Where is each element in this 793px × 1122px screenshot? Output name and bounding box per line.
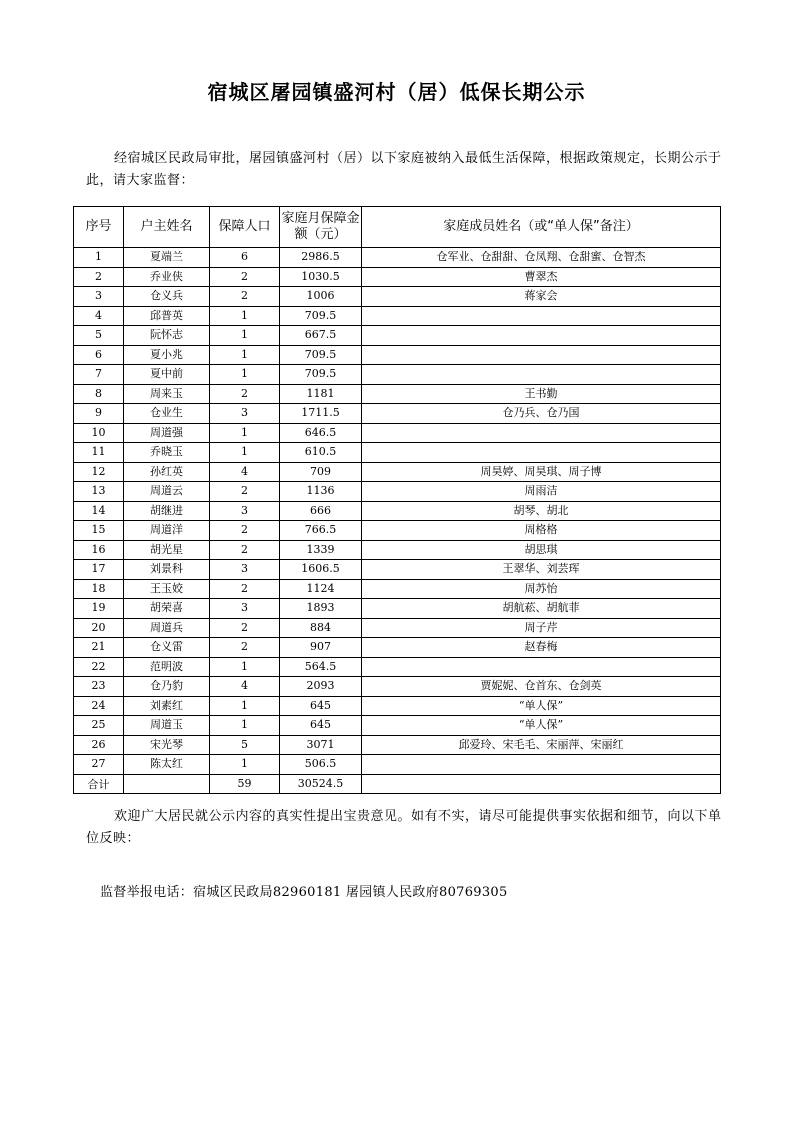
cell-population: 2 [210, 384, 280, 404]
table-row [74, 560, 721, 580]
cell-members: 胡琴、胡北 [362, 501, 721, 521]
cell-amount: 645 [280, 716, 362, 736]
cell-amount: 1606.5 [280, 560, 362, 580]
cell-members [362, 345, 721, 365]
cell-members: 王翠华、刘芸珲 [362, 560, 721, 580]
cell-population: 2 [210, 579, 280, 599]
cell-members: 胡思琪 [362, 540, 721, 560]
table-row [74, 657, 721, 677]
total-amount: 30524.5 [280, 774, 362, 794]
cell-amount: 3071 [280, 735, 362, 755]
header-no: 序号 [74, 207, 124, 248]
cell-no: 27 [74, 755, 124, 775]
cell-population: 2 [210, 540, 280, 560]
cell-amount: 1124 [280, 579, 362, 599]
cell-no: 19 [74, 599, 124, 619]
cell-amount: 506.5 [280, 755, 362, 775]
cell-name: 周道玉 [124, 716, 210, 736]
table-row [74, 501, 721, 521]
cell-population: 2 [210, 287, 280, 307]
cell-no: 10 [74, 423, 124, 443]
cell-population: 5 [210, 735, 280, 755]
table-row [74, 677, 721, 697]
cell-members: 周子芹 [362, 618, 721, 638]
cell-population: 1 [210, 657, 280, 677]
cell-name: 仓义兵 [124, 287, 210, 307]
cell-population: 1 [210, 443, 280, 463]
table-row [74, 716, 721, 736]
cell-name: 范明波 [124, 657, 210, 677]
cell-members [362, 306, 721, 326]
cell-no: 9 [74, 404, 124, 424]
cell-amount: 709.5 [280, 365, 362, 385]
table-row [74, 306, 721, 326]
header-amount: 家庭月保障金额（元） [280, 207, 362, 248]
cell-name: 周道洋 [124, 521, 210, 541]
cell-no: 24 [74, 696, 124, 716]
cell-name: 阮怀志 [124, 326, 210, 346]
cell-no: 15 [74, 521, 124, 541]
cell-population: 1 [210, 716, 280, 736]
table-row [74, 638, 721, 658]
cell-no: 11 [74, 443, 124, 463]
cell-no: 25 [74, 716, 124, 736]
cell-population: 3 [210, 404, 280, 424]
cell-name: 仓业生 [124, 404, 210, 424]
cell-name: 夏端兰 [124, 248, 210, 268]
cell-population: 2 [210, 267, 280, 287]
table-row [74, 443, 721, 463]
cell-name: 胡荣喜 [124, 599, 210, 619]
cell-amount: 907 [280, 638, 362, 658]
cell-population: 1 [210, 365, 280, 385]
cell-name: 夏小兆 [124, 345, 210, 365]
cell-amount: 884 [280, 618, 362, 638]
table-row [74, 248, 721, 268]
cell-amount: 1136 [280, 482, 362, 502]
cell-population: 4 [210, 462, 280, 482]
cell-name: 胡光星 [124, 540, 210, 560]
table-row [74, 755, 721, 775]
cell-population: 1 [210, 423, 280, 443]
cell-amount: 666 [280, 501, 362, 521]
table-header-row [74, 207, 721, 248]
cell-amount: 1006 [280, 287, 362, 307]
cell-name: 孙红英 [124, 462, 210, 482]
cell-amount: 2986.5 [280, 248, 362, 268]
cell-members: 仓乃兵、仓乃国 [362, 404, 721, 424]
cell-amount: 1030.5 [280, 267, 362, 287]
cell-no: 12 [74, 462, 124, 482]
cell-members: 蒋家会 [362, 287, 721, 307]
cell-no: 23 [74, 677, 124, 697]
cell-no: 5 [74, 326, 124, 346]
cell-members: 王书勤 [362, 384, 721, 404]
cell-population: 2 [210, 521, 280, 541]
cell-population: 2 [210, 638, 280, 658]
cell-members: 贾妮妮、仓首东、仓剑英 [362, 677, 721, 697]
cell-name: 胡继进 [124, 501, 210, 521]
total-population: 59 [210, 774, 280, 794]
table-row [74, 618, 721, 638]
total-name-cell [124, 774, 210, 794]
cell-population: 3 [210, 599, 280, 619]
cell-members: 周雨洁 [362, 482, 721, 502]
cell-no: 13 [74, 482, 124, 502]
cell-name: 乔晓玉 [124, 443, 210, 463]
cell-members [362, 326, 721, 346]
table-row [74, 423, 721, 443]
cell-no: 7 [74, 365, 124, 385]
table-row [74, 599, 721, 619]
cell-members: 曹翠杰 [362, 267, 721, 287]
cell-no: 4 [74, 306, 124, 326]
cell-amount: 646.5 [280, 423, 362, 443]
cell-amount: 1711.5 [280, 404, 362, 424]
cell-name: 刘素红 [124, 696, 210, 716]
cell-name: 陈太红 [124, 755, 210, 775]
cell-amount: 1893 [280, 599, 362, 619]
cell-name: 邱普英 [124, 306, 210, 326]
cell-name: 刘景科 [124, 560, 210, 580]
cell-amount: 1181 [280, 384, 362, 404]
cell-name: 周道兵 [124, 618, 210, 638]
cell-no: 6 [74, 345, 124, 365]
total-members-cell [362, 774, 721, 794]
cell-amount: 709.5 [280, 345, 362, 365]
cell-no: 22 [74, 657, 124, 677]
cell-population: 1 [210, 345, 280, 365]
table-row [74, 287, 721, 307]
table-row [74, 540, 721, 560]
assistance-table [73, 206, 721, 794]
table-row [74, 365, 721, 385]
cell-amount: 645 [280, 696, 362, 716]
cell-population: 1 [210, 306, 280, 326]
cell-members: 仓军业、仓甜甜、仓凤翔、仓甜蜜、仓智杰 [362, 248, 721, 268]
cell-name: 仓乃豹 [124, 677, 210, 697]
cell-name: 周道云 [124, 482, 210, 502]
cell-name: 周道强 [124, 423, 210, 443]
header-name: 户主姓名 [124, 207, 210, 248]
cell-amount: 1339 [280, 540, 362, 560]
cell-members: 周格格 [362, 521, 721, 541]
cell-amount: 766.5 [280, 521, 362, 541]
cell-amount: 709 [280, 462, 362, 482]
cell-amount: 610.5 [280, 443, 362, 463]
closing-paragraph: 欢迎广大居民就公示内容的真实性提出宝贵意见。如有不实，请尽可能提供事实依据和细节，向以下单位反映： [86, 809, 722, 846]
total-label: 合计 [74, 774, 124, 794]
cell-population: 6 [210, 248, 280, 268]
table-row [74, 404, 721, 424]
cell-no: 14 [74, 501, 124, 521]
cell-name: 王玉姣 [124, 579, 210, 599]
cell-population: 2 [210, 482, 280, 502]
cell-members [362, 443, 721, 463]
cell-no: 1 [74, 248, 124, 268]
table-row [74, 462, 721, 482]
table-row [74, 267, 721, 287]
cell-population: 1 [210, 696, 280, 716]
cell-members [362, 657, 721, 677]
header-members: 家庭成员姓名（或“单人保”备注） [362, 207, 721, 248]
cell-name: 周来玉 [124, 384, 210, 404]
cell-no: 2 [74, 267, 124, 287]
cell-no: 8 [74, 384, 124, 404]
table-row [74, 384, 721, 404]
cell-members: “单人保” [362, 696, 721, 716]
cell-name: 夏中前 [124, 365, 210, 385]
cell-no: 21 [74, 638, 124, 658]
page-title: 宿城区屠园镇盛河村（居）低保长期公示 [207, 80, 586, 104]
cell-members: 周苏怡 [362, 579, 721, 599]
cell-members [362, 365, 721, 385]
cell-no: 17 [74, 560, 124, 580]
table-row [74, 735, 721, 755]
cell-amount: 709.5 [280, 306, 362, 326]
cell-members: 胡航菘、胡航菲 [362, 599, 721, 619]
cell-name: 仓义雷 [124, 638, 210, 658]
cell-no: 3 [74, 287, 124, 307]
cell-amount: 564.5 [280, 657, 362, 677]
cell-members: 邱爱玲、宋毛毛、宋丽萍、宋丽红 [362, 735, 721, 755]
cell-members [362, 423, 721, 443]
table-row [74, 521, 721, 541]
cell-no: 26 [74, 735, 124, 755]
table-body [74, 248, 721, 775]
header-population: 保障人口 [210, 207, 280, 248]
cell-amount: 2093 [280, 677, 362, 697]
cell-name: 宋光琴 [124, 735, 210, 755]
cell-population: 1 [210, 755, 280, 775]
cell-members [362, 755, 721, 775]
table-total-row [74, 774, 721, 794]
cell-no: 16 [74, 540, 124, 560]
intro-paragraph: 经宿城区民政局审批，屠园镇盛河村（居）以下家庭被纳入最低生活保障，根据政策规定，长期公示于此，请大家监督： [86, 151, 722, 188]
contact-line: 监督举报电话：宿城区民政局82960181 屠园镇人民政府80769305 [100, 885, 508, 900]
cell-population: 2 [210, 618, 280, 638]
cell-population: 3 [210, 560, 280, 580]
table-row [74, 326, 721, 346]
cell-population: 3 [210, 501, 280, 521]
cell-no: 18 [74, 579, 124, 599]
cell-population: 4 [210, 677, 280, 697]
cell-members: 赵春梅 [362, 638, 721, 658]
cell-population: 1 [210, 326, 280, 346]
cell-members: 周昊婷、周昊琪、周子博 [362, 462, 721, 482]
cell-name: 乔业侠 [124, 267, 210, 287]
cell-members: “单人保” [362, 716, 721, 736]
table-row [74, 579, 721, 599]
table-row [74, 696, 721, 716]
cell-amount: 667.5 [280, 326, 362, 346]
cell-no: 20 [74, 618, 124, 638]
table-row [74, 482, 721, 502]
table-row [74, 345, 721, 365]
